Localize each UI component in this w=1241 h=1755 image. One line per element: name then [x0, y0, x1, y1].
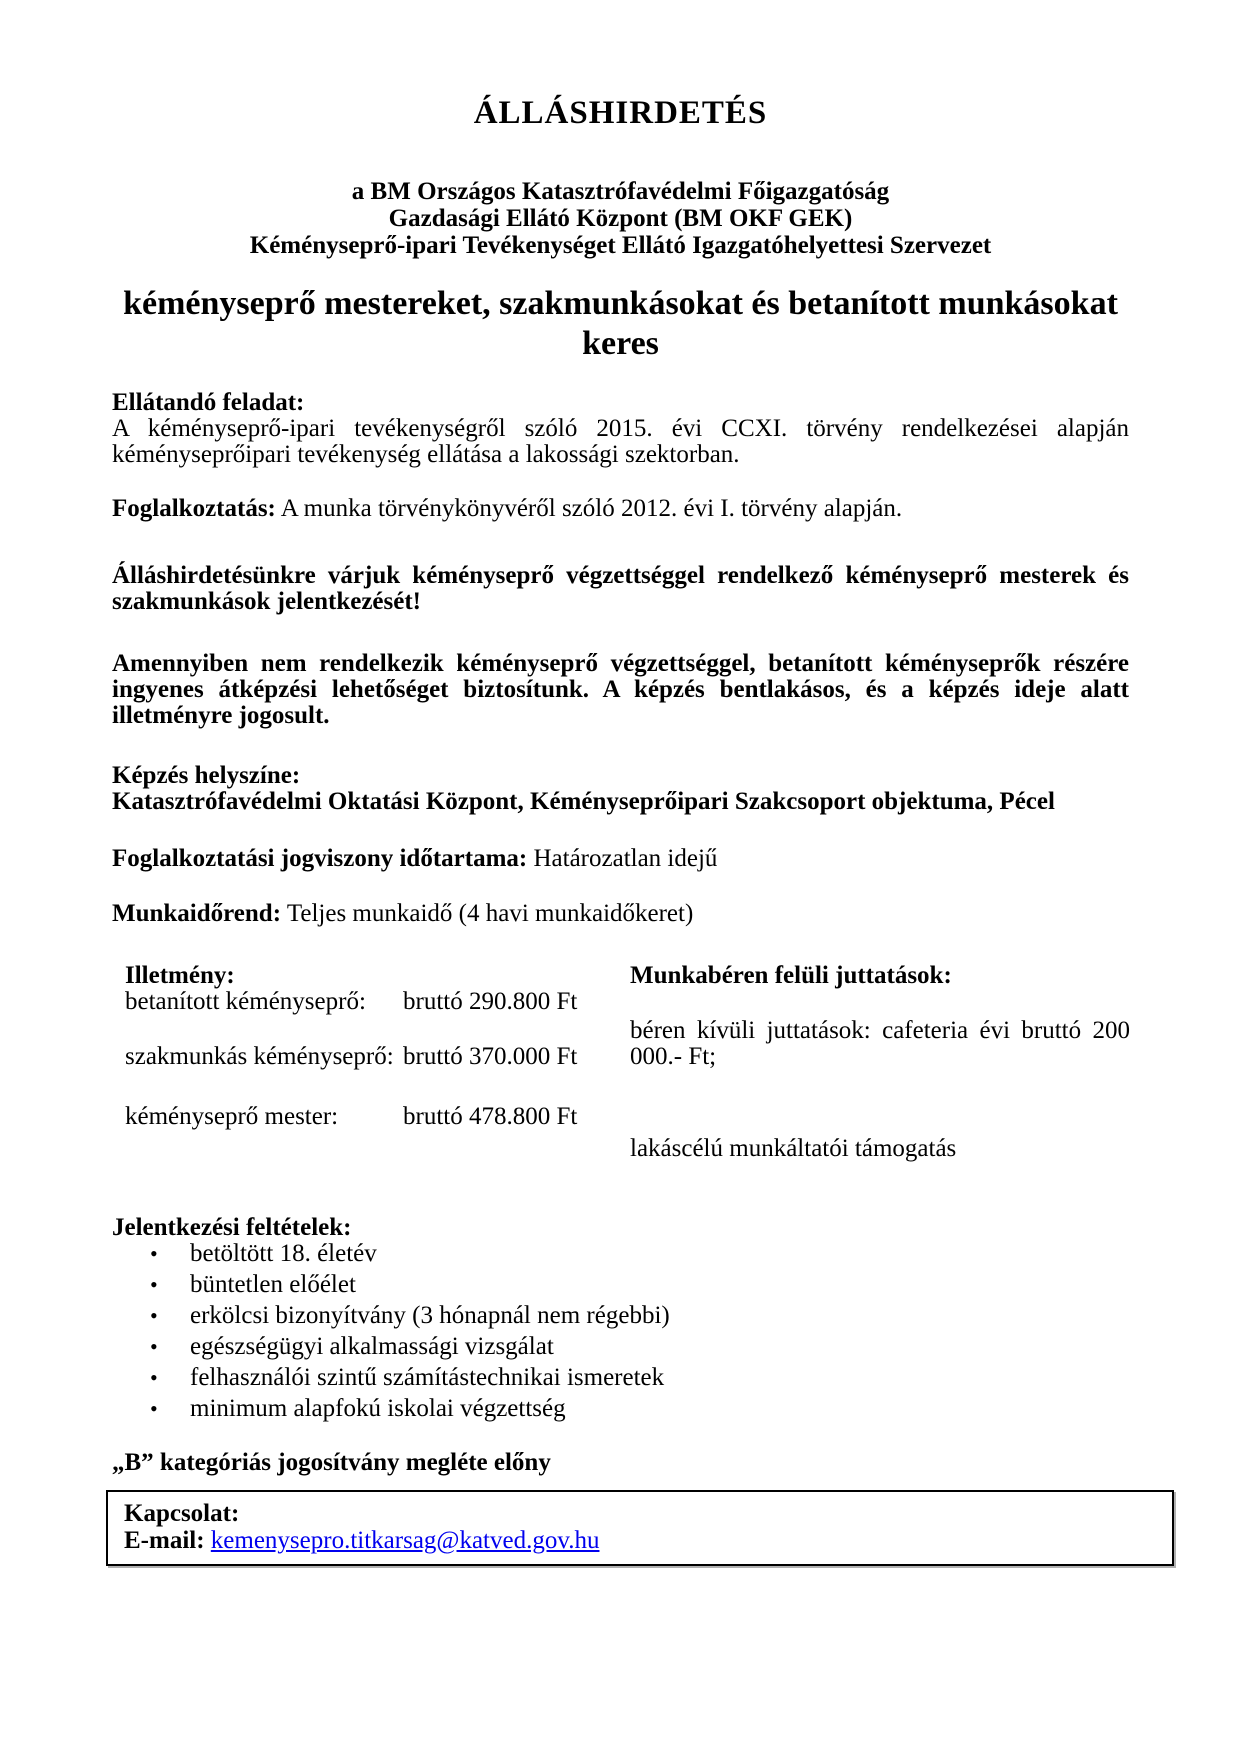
advantage-note: „B” kategóriás jogosítvány megléte előny	[112, 1449, 551, 1476]
salary-row-value: bruttó 478.800 Ft	[403, 1103, 578, 1130]
duration-label: Foglalkoztatási jogviszony időtartama:	[112, 845, 528, 872]
bullet-icon: •	[150, 1396, 158, 1421]
salary-row	[125, 1104, 630, 1130]
bullet-icon: •	[150, 1334, 158, 1359]
invite-paragraph: Álláshirdetésünkre várjuk kéményseprő végzettséggel rendelkező kéményseprő mesterek és szakmunkások jelentkezését!	[112, 562, 1129, 615]
contact-email-row	[124, 1527, 1156, 1554]
document-title: ÁLLÁSHIRDETÉS	[473, 95, 768, 131]
schedule-body: Teljes munkaidő (4 havi munkaidőkeret)	[281, 900, 694, 927]
requirement-item	[112, 1241, 1129, 1267]
task-label: Ellátandó feladat:	[112, 389, 305, 416]
requirement-text: erkölcsi bizonyítvány (3 hónapnál nem régebbi)	[190, 1302, 670, 1329]
bullet-icon: •	[150, 1365, 158, 1390]
organization-line-2: Gazdasági Ellátó Központ (BM OKF GEK)	[388, 205, 853, 232]
section-employment	[112, 496, 1129, 522]
requirement-item	[112, 1272, 1129, 1298]
requirement-item	[112, 1334, 1129, 1360]
bullet-icon: •	[150, 1303, 158, 1328]
section-requirements	[112, 1215, 1129, 1422]
benefit-item-housing: lakáscélú munkáltatói támogatás	[630, 1135, 957, 1162]
salary-row	[125, 989, 630, 1015]
email-link[interactable]: kemenysepro.titkarsag@katved.gov.hu	[210, 1527, 600, 1554]
job-headline: kéményseprő mestereket, szakmunkásokat és betanított munkásokat keres	[123, 285, 1118, 362]
section-training-location	[112, 763, 1129, 815]
salary-column	[125, 963, 630, 1162]
section-duration	[112, 846, 1129, 872]
task-body: A kéményseprő-ipari tevékenységről szóló 2015. évi CCXI. törvény rendelkezései alapján kéményseprőipari tevékenység ellátása a lakossági szektorban.	[112, 415, 1129, 468]
requirement-text: minimum alapfokú iskolai végzettség	[190, 1395, 566, 1422]
salary-row-label: szakmunkás kéményseprő:	[125, 1043, 394, 1070]
salary-row	[125, 1044, 630, 1070]
requirement-text: büntetlen előélet	[190, 1271, 356, 1298]
salary-header: Illetmény:	[125, 962, 235, 989]
requirement-item	[112, 1303, 1129, 1329]
requirement-text: egészségügyi alkalmassági vizsgálat	[190, 1333, 554, 1360]
requirement-text: betöltött 18. életév	[190, 1240, 377, 1267]
training-location-label: Képzés helyszíne:	[112, 762, 301, 789]
organization-block	[112, 178, 1129, 259]
salary-row-value: bruttó 370.000 Ft	[403, 1043, 578, 1070]
section-task	[112, 390, 1129, 468]
organization-line-3: Kéményseprő-ipari Tevékenységet Ellátó Igazgatóhelyettesi Szervezet	[249, 232, 992, 259]
benefits-header: Munkabéren felüli juttatások:	[630, 962, 952, 989]
employment-body: A munka törvénykönyvéről szóló 2012. évi I. törvény alapján.	[275, 495, 903, 522]
salary-table	[125, 989, 630, 1130]
requirements-header: Jelentkezési feltételek:	[112, 1214, 352, 1241]
requirement-item	[112, 1396, 1129, 1422]
salary-and-benefits-section	[112, 963, 1129, 1162]
salary-row-label: kéményseprő mester:	[125, 1103, 339, 1130]
bullet-icon: •	[150, 1241, 158, 1266]
training-location-body: Katasztrófavédelmi Oktatási Központ, Kéményseprőipari Szakcsoport objektuma, Pécel	[112, 788, 1055, 815]
requirement-item	[112, 1365, 1129, 1391]
email-label: E-mail:	[124, 1527, 211, 1554]
contact-header: Kapcsolat:	[124, 1500, 240, 1527]
bullet-icon: •	[150, 1272, 158, 1297]
benefits-column	[630, 963, 1130, 1162]
employment-label: Foglalkoztatás:	[112, 495, 276, 522]
salary-row-label: betanított kéményseprő:	[125, 988, 366, 1015]
section-schedule	[112, 901, 1129, 927]
duration-body: Határozatlan idejű	[527, 845, 718, 872]
requirements-list	[112, 1241, 1129, 1422]
organization-line-1: a BM Országos Katasztrófavédelmi Főigazgatóság	[351, 178, 890, 205]
salary-row-value: bruttó 290.800 Ft	[403, 988, 578, 1015]
training-paragraph: Amennyiben nem rendelkezik kéményseprő végzettséggel, betanított kéményseprők részére ingyenes átképzési lehetőséget biztosítunk. A képzés bentlakásos, és a képzés ideje alatt illetményre jogosult.	[112, 650, 1129, 729]
contact-box	[106, 1490, 1174, 1566]
requirement-text: felhasználói szintű számítástechnikai ismeretek	[190, 1364, 665, 1391]
schedule-label: Munkaidőrend:	[112, 900, 282, 927]
benefit-item-cafeteria: béren kívüli juttatások: cafeteria évi bruttó 200 000.- Ft;	[630, 1017, 1130, 1070]
